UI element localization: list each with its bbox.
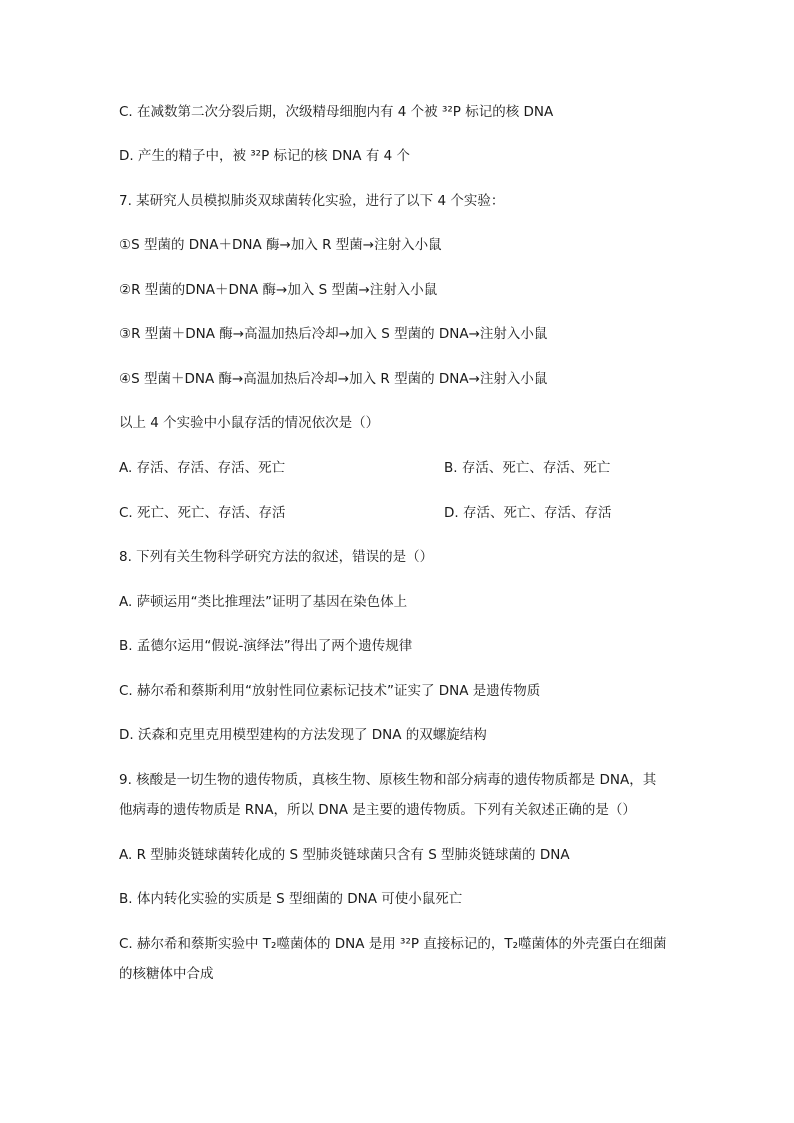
q7-experiment-2: ②R 型菌的DNA＋DNA 酶→加入 S 型菌→注射入小鼠 <box>119 282 438 298</box>
q7-experiment-1: ①S 型菌的 DNA＋DNA 酶→加入 R 型菌→注射入小鼠 <box>119 237 442 253</box>
q8-option-d: D. 沃森和克里克用模型建构的方法发现了 DNA 的双螺旋结构 <box>119 727 487 743</box>
q7-experiment-3: ③R 型菌＋DNA 酶→高温加热后冷却→加入 S 型菌的 DNA→注射入小鼠 <box>119 326 548 342</box>
q8-option-b: B. 孟德尔运用“假说-演绎法”得出了两个遗传规律 <box>119 638 413 654</box>
q8-option-c: C. 赫尔希和蔡斯利用“放射性同位素标记技术”证实了 DNA 是遗传物质 <box>119 683 541 699</box>
q8-stem: 8. 下列有关生物科学研究方法的叙述，错误的是（） <box>119 549 434 565</box>
q8-option-a: A. 萨顿运用“类比推理法”证明了基因在染色体上 <box>119 594 408 610</box>
q6-option-c: C. 在减数第二次分裂后期，次级精母细胞内有 4 个被 ³²P 标记的核 DNA <box>119 104 554 120</box>
q7-stem: 7. 某研究人员模拟肺炎双球菌转化实验，进行了以下 4 个实验： <box>119 193 505 209</box>
q7-option-a: A. 存活、存活、存活、死亡 <box>119 460 286 476</box>
q7-question: 以上 4 个实验中小鼠存活的情况依次是（） <box>119 415 380 431</box>
q9-option-c-line-2: 的核糖体中合成 <box>119 966 214 982</box>
q7-option-b: B. 存活、死亡、存活、死亡 <box>444 460 611 476</box>
q9-option-a: A. R 型肺炎链球菌转化成的 S 型肺炎链球菌只含有 S 型肺炎链球菌的 DNA <box>119 847 570 863</box>
q7-experiment-4: ④S 型菌＋DNA 酶→高温加热后冷却→加入 R 型菌的 DNA→注射入小鼠 <box>119 371 548 387</box>
q7-option-c: C. 死亡、死亡、存活、存活 <box>119 505 286 521</box>
q9-stem-line-1: 9. 核酸是一切生物的遗传物质，真核生物、原核生物和部分病毒的遗传物质都是 DNA，其 <box>119 772 657 788</box>
q9-stem-line-2: 他病毒的遗传物质是 RNA，所以 DNA 是主要的遗传物质。下列有关叙述正确的是（） <box>119 802 636 818</box>
q9-option-b: B. 体内转化实验的实质是 S 型细菌的 DNA 可使小鼠死亡 <box>119 891 463 907</box>
q9-option-c-line-1: C. 赫尔希和蔡斯实验中 T₂噬菌体的 DNA 是用 ³²P 直接标记的，T₂噬菌体的外壳蛋白在细菌 <box>119 936 667 952</box>
q6-option-d: D. 产生的精子中，被 ³²P 标记的核 DNA 有 4 个 <box>119 148 411 164</box>
q7-option-d: D. 存活、死亡、存活、存活 <box>444 505 612 521</box>
